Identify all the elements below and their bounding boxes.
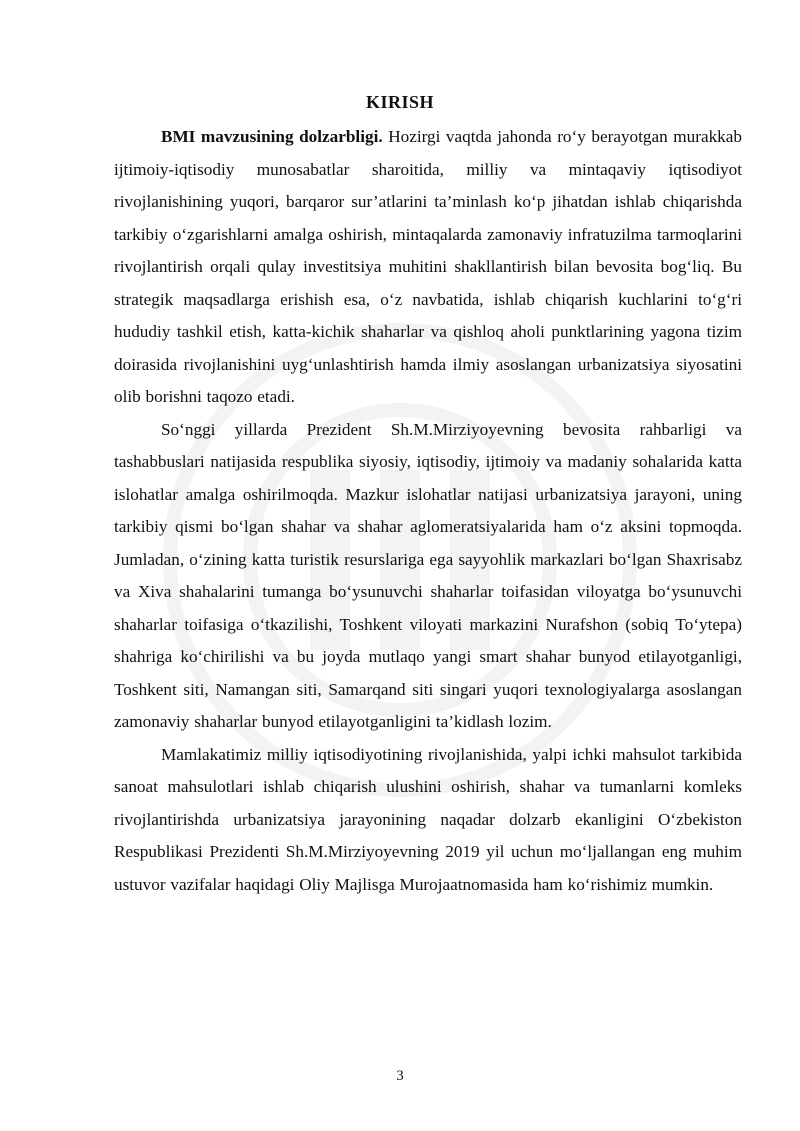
paragraph-text: Mamlakatimiz milliy iqtisodiyotining rivojlanishida, yalpi ichki mahsulot tarkibida sanoat mahsulotlari ishlab chiqarish ulushini oshirish, shahar va tumanlarni komleks rivojlantirishda urbanizatsiya jarayonining naqadar dolzarb ekanligini O‘zbekiston Respublikasi Prezidenti Sh.M.Mirziyoyevning 2019 yil uchun mo‘ljallangan eng muhim ustuvor vazifalar haqidagi Oliy Majlisga Murojaatnomasida ham ko‘rishimiz mumkin.: [114, 744, 742, 894]
page-number: 3: [396, 1068, 404, 1084]
paragraph-relevance: [114, 121, 742, 414]
paragraph-text: So‘nggi yillarda Prezident Sh.M.Mirziyoyevning bevosita rahbarligi va tashabbuslari natijasida respublika siyosiy, iqtisodiy, ijtimoiy va madaniy sohalarida katta islohatlar amalga oshirilmoqda. Mazkur islohatlar natijasi urbanizatsiya jarayoni, uning tarkibiy qismi bo‘lgan shahar va shahar aglomeratsiyalarida ham o‘z aksini topmoqda. Jumladan, o‘zining katta turistik resurslariga ega sayyohlik markazlari bo‘lgan Shaxrisabz va Xiva shahalarini tumanga bo‘ysunuvchi shaharlar toifasidan viloyatga bo‘ysunuvchi shaharlar toifasiga o‘tkazilishi, Toshkent viloyati markazini Nurafshon (sobiq To‘ytepa) shahriga ko‘chirilishi va bu joyda mutlaqo yangi smart shahar bunyod etilayotganligi, Toshkent siti, Namangan siti, Samarqand siti singari yuqori texnologiyalarga asoslangan zamonaviy shaharlar bunyod etilayotganligini ta’kidlash lozim.: [114, 419, 742, 731]
body-text: [114, 121, 742, 901]
paragraph-reforms: [114, 414, 742, 739]
section-title: KIRISH: [365, 92, 435, 112]
paragraph-economy: [114, 739, 742, 902]
paragraph-text: Hozirgi vaqtda jahonda ro‘y berayotgan murakkab ijtimoiy-iqtisodiy munosabatlar sharoitida, milliy va mintaqaviy iqtisodiyot rivojlanishining yuqori, barqaror sur’atlarini ta’minlash ko‘p jihatdan ishlab chiqarishda tarkibiy o‘zgarishlarni amalga oshirish, mintaqalarda zamonaviy infratuzilma tarmoqlarini rivojlantirish orqali qulay investitsiya muhitini shakllantirish bilan bevosita bog‘liq. Bu strategik maqsadlarga erishish esa, o‘z navbatida, ishlab chiqarish kuchlarini to‘g‘ri hududiy tashkil etish, katta-kichik shaharlar va qishloq aholi punktlarining yagona tizim doirasida rivojlanishini uyg‘unlashtirish hamda ilmiy asoslangan urbanizatsiya siyosatini olib borishni taqozo etadi.: [114, 127, 742, 406]
paragraph-lead-heading: BMI mavzusining dolzarbligi.: [161, 127, 383, 146]
